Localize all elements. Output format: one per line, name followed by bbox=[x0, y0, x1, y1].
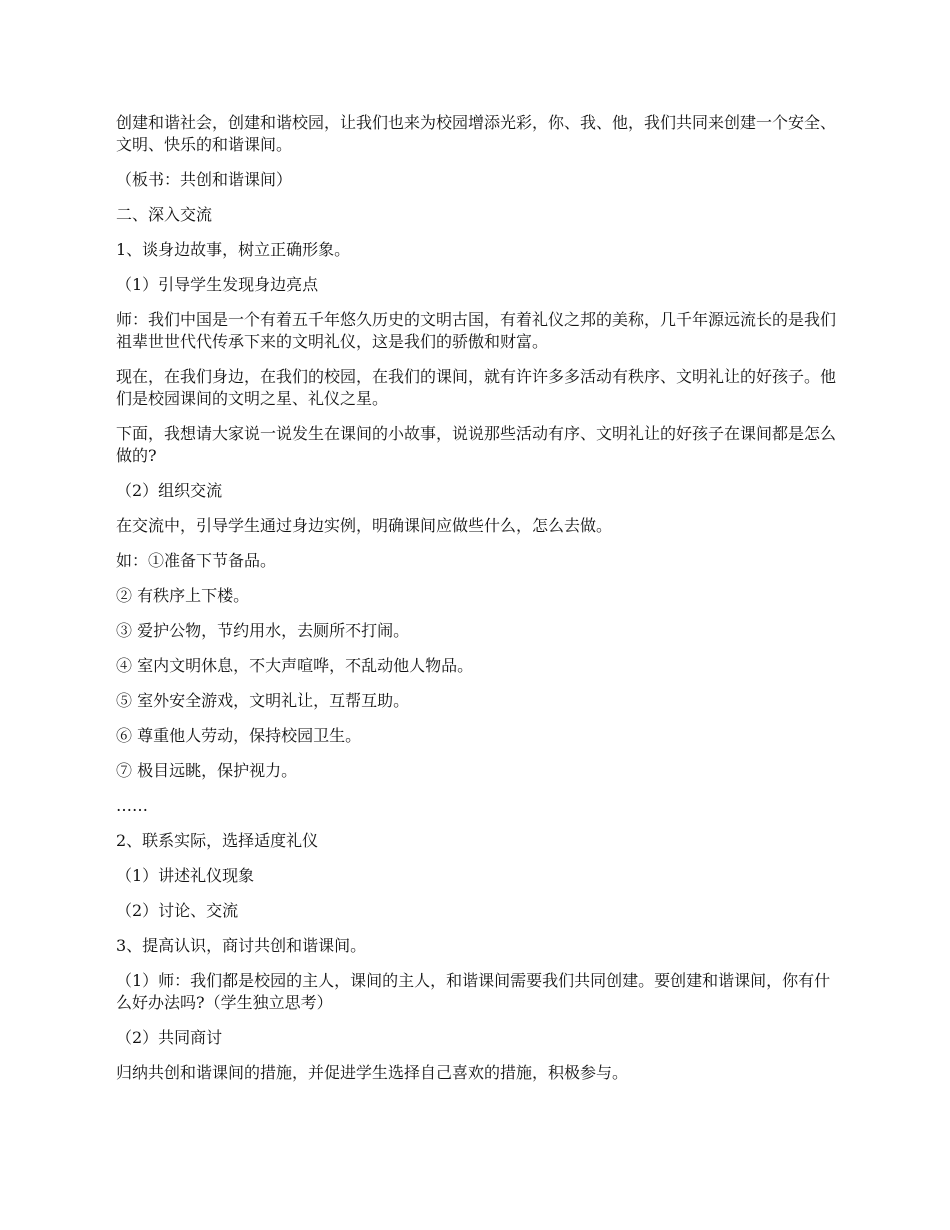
list-item-6: ⑥ 尊重他人劳动，保持校园卫生。 bbox=[116, 726, 362, 745]
paragraph-next: 下面，我想请大家说一说发生在课间的小故事，说说那些活动有序、文明礼让的好孩子在课间都是怎么做的? bbox=[116, 424, 837, 465]
list-item-3: ③ 爱护公物，节约用水，去厕所不打闹。 bbox=[116, 621, 410, 640]
paragraph-teacher: 师：我们中国是一个有着五千年悠久历史的文明古国，有着礼仪之邦的美称，几千年源远流长的是我们祖辈世世代代传承下来的文明礼仪，这是我们的骄傲和财富。 bbox=[116, 310, 837, 351]
list-item-5: ⑤ 室外安全游戏，文明礼让，互帮互助。 bbox=[116, 691, 410, 710]
subheading-1-1: （1）引导学生发现身边亮点 bbox=[116, 275, 319, 294]
paragraph-intro: 创建和谐社会，创建和谐校园，让我们也来为校园增添光彩，你、我、他，我们共同来创建一个安全、文明、快乐的和谐课间。 bbox=[116, 113, 837, 154]
paragraph-board-note: （板书：共创和谐课间） bbox=[116, 170, 293, 189]
document-page bbox=[116, 112, 840, 1097]
subheading-1: 1、谈身边故事，树立正确形象。 bbox=[116, 240, 351, 259]
list-item-1: 如：①准备下节备品。 bbox=[116, 551, 277, 570]
section-heading-2: 二、深入交流 bbox=[116, 205, 213, 224]
paragraph-summary: 归纳共创和谐课间的措施，并促进学生选择自己喜欢的措施，积极参与。 bbox=[116, 1063, 629, 1082]
paragraph-exchange: 在交流中，引导学生通过身边实例，明确课间应做些什么，怎么去做。 bbox=[116, 516, 613, 535]
subheading-1-2: （2）组织交流 bbox=[116, 481, 223, 500]
subheading-3: 3、提高认识，商讨共创和谐课间。 bbox=[116, 936, 367, 955]
paragraph-now: 现在，在我们身边，在我们的校园，在我们的课间，就有许许多多活动有秩序、文明礼让的好孩子。他们是校园课间的文明之星、礼仪之星。 bbox=[116, 367, 837, 408]
list-item-2: ② 有秩序上下楼。 bbox=[116, 586, 250, 605]
list-item-4: ④ 室内文明休息，不大声喧哗，不乱动他人物品。 bbox=[116, 656, 474, 675]
subheading-2: 2、联系实际，选择适度礼仪 bbox=[116, 831, 319, 850]
ellipsis: …… bbox=[116, 796, 148, 815]
subheading-2-2: （2）讨论、交流 bbox=[116, 901, 239, 920]
subheading-2-1: （1）讲述礼仪现象 bbox=[116, 866, 255, 885]
list-item-7: ⑦ 极目远眺，保护视力。 bbox=[116, 761, 298, 780]
paragraph-3-1: （1）师：我们都是校园的主人，课间的主人，和谐课间需要我们共同创建。要创建和谐课间，你有什么好办法吗?（学生独立思考） bbox=[116, 971, 831, 1012]
subheading-3-2: （2）共同商讨 bbox=[116, 1028, 223, 1047]
